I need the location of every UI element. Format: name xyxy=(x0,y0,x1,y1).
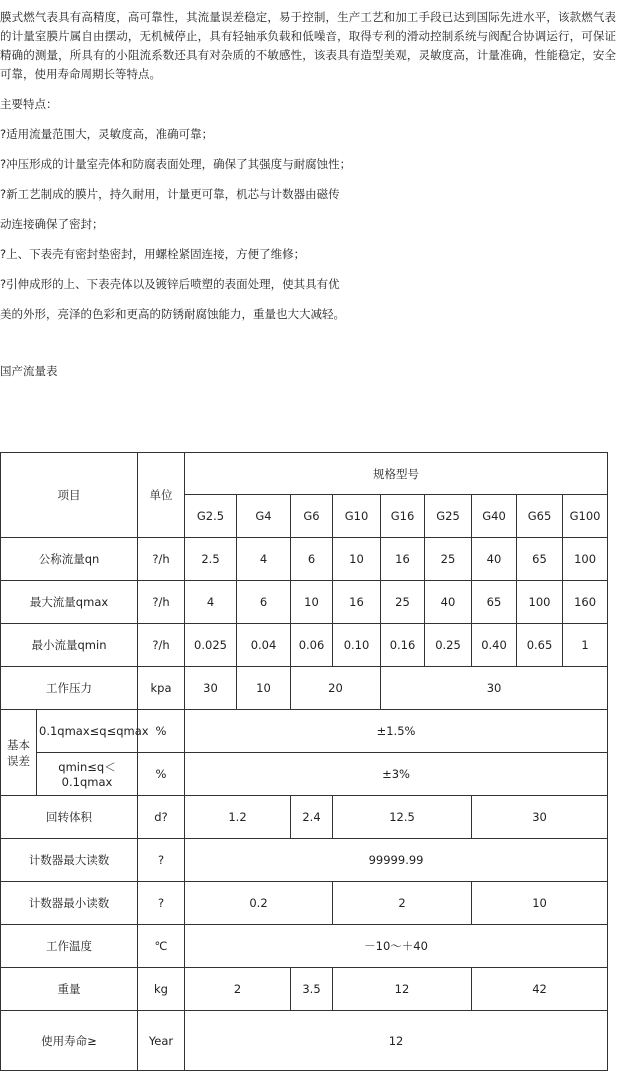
value-cell: 0.2 xyxy=(185,882,333,925)
value-cell: 4 xyxy=(237,538,291,581)
value-cell: 30 xyxy=(381,667,608,710)
row-label: 最大流量qmax xyxy=(1,581,138,624)
model-cell: G100 xyxy=(563,495,608,538)
row-unit: ℃ xyxy=(138,925,185,968)
features-title: 主要特点： xyxy=(0,97,58,111)
value-cell: 0.04 xyxy=(237,624,291,667)
feature-line-5: ?上、下表壳有密封垫密封，用螺栓紧固连接，方便了维修； xyxy=(0,247,306,261)
row-label: 公称流量qn xyxy=(1,538,138,581)
value-cell: 0.10 xyxy=(333,624,381,667)
feature-line-1: ?适用流量范围大，灵敏度高，准确可靠； xyxy=(0,127,214,141)
value-cell: 0.25 xyxy=(425,624,472,667)
value-cell: 25 xyxy=(381,581,425,624)
value-cell: 40 xyxy=(472,538,517,581)
value-cell: －10～＋40 xyxy=(185,925,608,968)
model-cell: G16 xyxy=(381,495,425,538)
value-cell: 6 xyxy=(237,581,291,624)
model-cell: G10 xyxy=(333,495,381,538)
header-unit: 单位 xyxy=(138,453,185,538)
row-unit: ?/h xyxy=(138,581,185,624)
model-cell: G4 xyxy=(237,495,291,538)
value-cell: 0.06 xyxy=(291,624,333,667)
feature-line-4: 动连接确保了密封； xyxy=(0,217,104,231)
row-label: 计数器最小读数 xyxy=(1,882,138,925)
value-cell: 2 xyxy=(185,968,291,1011)
row-unit: ?/h xyxy=(138,624,185,667)
table-title: 国产流量表 xyxy=(0,364,58,378)
row-unit: ? xyxy=(138,882,185,925)
error-range: 0.1qmax≤q≤qmax xyxy=(37,710,138,753)
row-label: 计数器最大读数 xyxy=(1,839,138,882)
value-cell: 12 xyxy=(333,968,472,1011)
model-cell: G65 xyxy=(517,495,563,538)
row-label: 工作压力 xyxy=(1,667,138,710)
value-cell: ±1.5% xyxy=(185,710,608,753)
value-cell: 6 xyxy=(291,538,333,581)
row-unit: % xyxy=(138,753,185,796)
row-error-1 xyxy=(1,710,608,753)
row-nominal-flow xyxy=(1,538,608,581)
model-cell: G40 xyxy=(472,495,517,538)
row-unit: ?/h xyxy=(138,538,185,581)
value-cell: 0.025 xyxy=(185,624,237,667)
row-working-pressure xyxy=(1,667,608,710)
feature-line-3: ?新工艺制成的膜片，持久耐用，计量更可靠，机芯与计数器由磁传 xyxy=(0,187,340,201)
value-cell: 1 xyxy=(563,624,608,667)
value-cell: 65 xyxy=(472,581,517,624)
value-cell: 65 xyxy=(517,538,563,581)
value-cell: 25 xyxy=(425,538,472,581)
feature-line-6: ?引伸成形的上、下表壳体以及镀锌后喷塑的表面处理，使其具有优 xyxy=(0,277,340,291)
value-cell: 100 xyxy=(517,581,563,624)
row-unit: kg xyxy=(138,968,185,1011)
row-counter-max xyxy=(1,839,608,882)
row-unit: kpa xyxy=(138,667,185,710)
spec-table xyxy=(0,452,608,1071)
value-cell: 30 xyxy=(185,667,237,710)
value-cell: ±3% xyxy=(185,753,608,796)
value-cell: 2 xyxy=(333,882,472,925)
value-cell: 4 xyxy=(185,581,237,624)
value-cell: 40 xyxy=(425,581,472,624)
value-cell: 42 xyxy=(472,968,608,1011)
model-cell: G2.5 xyxy=(185,495,237,538)
row-label: 重量 xyxy=(1,968,138,1011)
value-cell: 10 xyxy=(333,538,381,581)
value-cell: 0.65 xyxy=(517,624,563,667)
feature-line-2: ?冲压形成的计量室壳体和防腐表面处理，确保了其强度与耐腐蚀性； xyxy=(0,157,352,171)
model-cell: G25 xyxy=(425,495,472,538)
value-cell: 30 xyxy=(472,796,608,839)
value-cell: 0.40 xyxy=(472,624,517,667)
value-cell: 12.5 xyxy=(333,796,472,839)
value-cell: 10 xyxy=(472,882,608,925)
value-cell: 12 xyxy=(185,1011,608,1071)
header-item: 项目 xyxy=(1,453,138,538)
intro-paragraph: 膜式燃气表具有高精度，高可靠性，其流量误差稳定，易于控制，生产工艺和加工手段已达到国际先进水平，该款燃气表的计量室膜片属自由摆动，无机械停止，具有轻轴承负载和低噪音，取得专利的滑动控制系统与阀配合协调运行，可保证精确的测量，所具有的小阻流系数还具有对杂质的不敏感性，该表具有造型美观，灵敏度高，计量准确，性能稳定，安全可靠，使用寿命周期长等特点。 xyxy=(0,10,616,81)
row-label: 回转体积 xyxy=(1,796,138,839)
value-cell: 16 xyxy=(333,581,381,624)
row-label: 工作温度 xyxy=(1,925,138,968)
value-cell: 16 xyxy=(381,538,425,581)
value-cell: 3.5 xyxy=(291,968,333,1011)
row-unit: ? xyxy=(138,839,185,882)
value-cell: 10 xyxy=(291,581,333,624)
row-counter-min xyxy=(1,882,608,925)
row-cyclic-volume xyxy=(1,796,608,839)
value-cell: 1.2 xyxy=(185,796,291,839)
row-unit: Year xyxy=(138,1011,185,1071)
row-min-flow xyxy=(1,624,608,667)
row-working-temp xyxy=(1,925,608,968)
value-cell: 0.16 xyxy=(381,624,425,667)
value-cell: 2.5 xyxy=(185,538,237,581)
row-unit: d? xyxy=(138,796,185,839)
header-row-1 xyxy=(1,453,608,495)
model-cell: G6 xyxy=(291,495,333,538)
feature-line-7: 美的外形，亮泽的色彩和更高的防锈耐腐蚀能力，重量也大大减轻。 xyxy=(0,307,345,321)
error-range: qmin≤q＜0.1qmax xyxy=(37,753,138,796)
value-cell: 2.4 xyxy=(291,796,333,839)
value-cell: 100 xyxy=(563,538,608,581)
error-label: 基本误差 xyxy=(1,710,37,796)
value-cell: 10 xyxy=(237,667,291,710)
row-service-life xyxy=(1,1011,608,1071)
value-cell: 160 xyxy=(563,581,608,624)
row-label: 最小流量qmin xyxy=(1,624,138,667)
row-error-2 xyxy=(1,753,608,796)
header-models: 规格型号 xyxy=(185,453,608,495)
row-max-flow xyxy=(1,581,608,624)
row-label: 使用寿命≥ xyxy=(1,1011,138,1071)
value-cell: 99999.99 xyxy=(185,839,608,882)
value-cell: 20 xyxy=(291,667,381,710)
row-unit: % xyxy=(138,710,185,753)
row-weight xyxy=(1,968,608,1011)
